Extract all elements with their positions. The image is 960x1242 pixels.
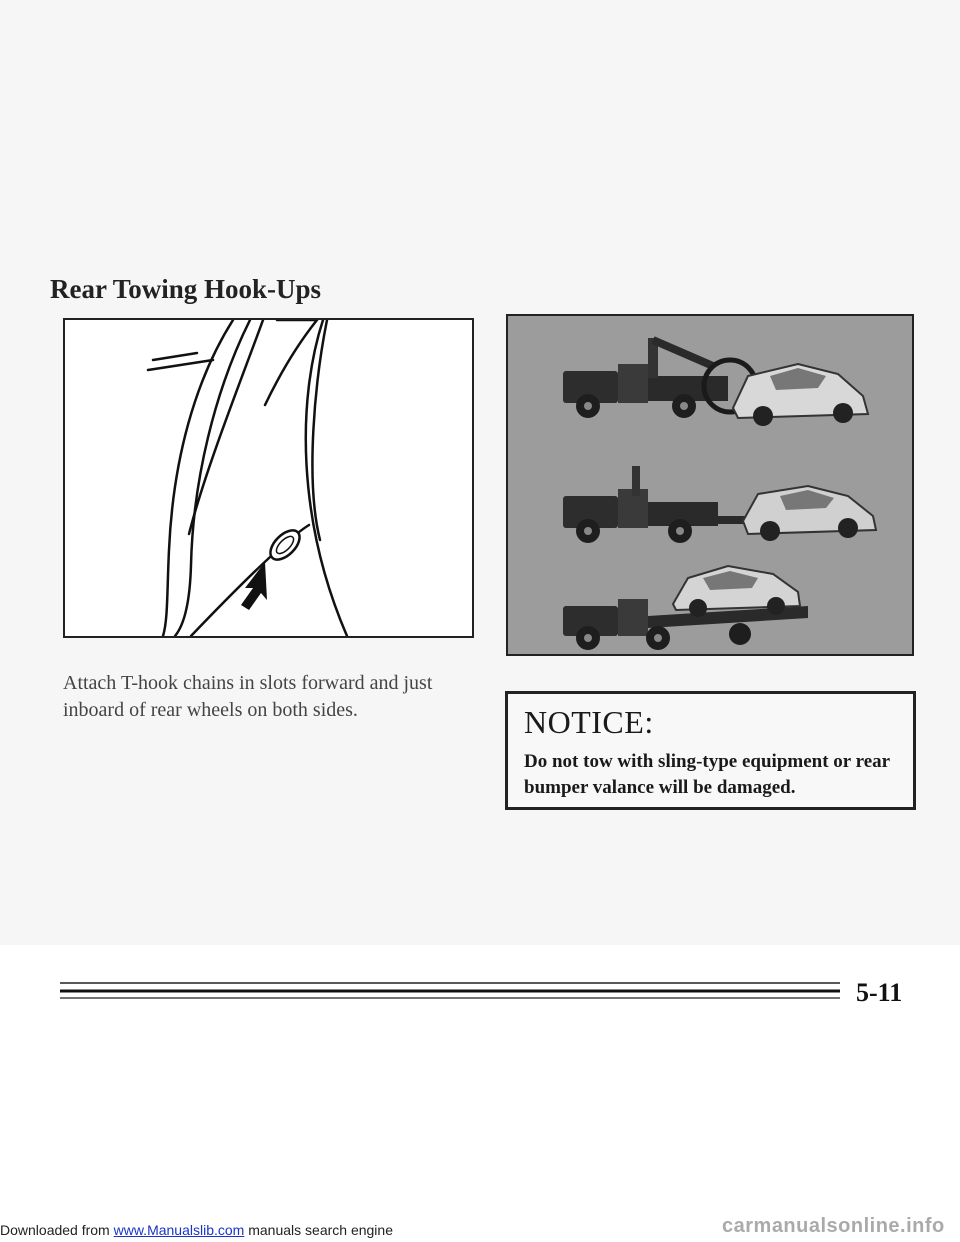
manualslib-link[interactable]: www.Manualslib.com bbox=[113, 1222, 245, 1238]
page-number: 5-11 bbox=[856, 978, 903, 1007]
footer-prefix: Downloaded from bbox=[0, 1222, 110, 1238]
figure-caption: Attach T-hook chains in slots forward and just inboard of rear wheels on both sides. bbox=[63, 672, 433, 721]
footer-suffix: manuals search engine bbox=[248, 1222, 393, 1238]
section-title: Rear Towing Hook-Ups bbox=[50, 274, 322, 304]
notice-text: Do not tow with sling-type equipment or rear bumper valance will be damaged. bbox=[524, 751, 890, 798]
notice-heading: NOTICE: bbox=[524, 704, 654, 740]
download-footer bbox=[0, 1222, 393, 1238]
site-watermark: carmanualsonline.info bbox=[722, 1215, 945, 1237]
